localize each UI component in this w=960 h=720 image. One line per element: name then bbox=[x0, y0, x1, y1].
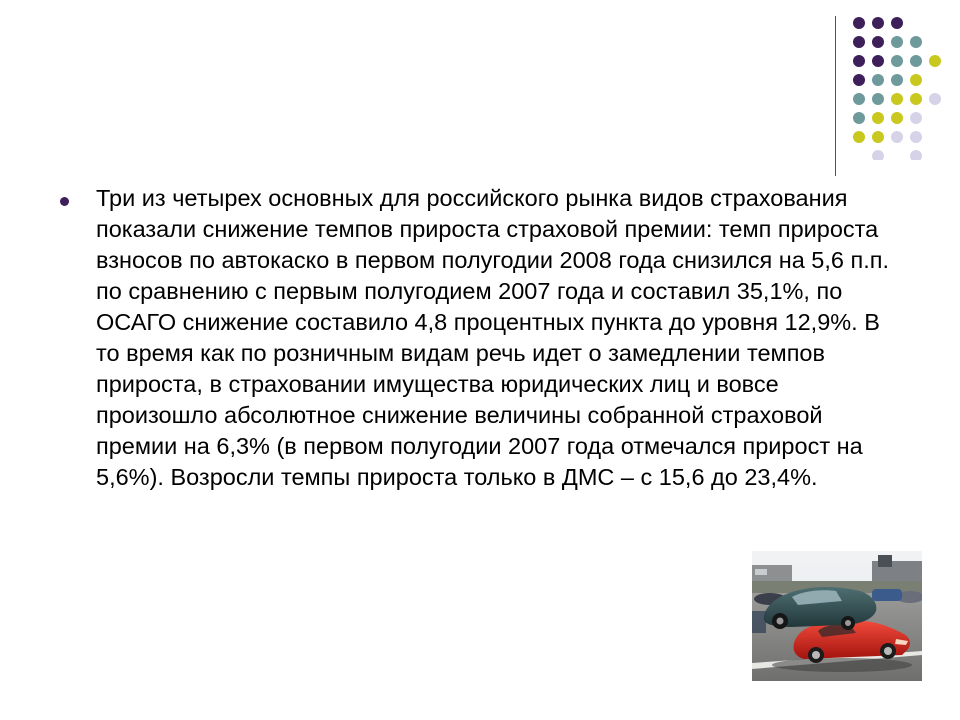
dot-purple bbox=[853, 74, 865, 86]
dot-purple bbox=[872, 36, 884, 48]
dot-teal bbox=[910, 36, 922, 48]
dot-teal bbox=[853, 93, 865, 105]
dot-lavender bbox=[910, 131, 922, 143]
dot-purple bbox=[853, 36, 865, 48]
divider-line bbox=[835, 16, 836, 176]
dot-teal bbox=[891, 74, 903, 86]
dot-purple bbox=[853, 17, 865, 29]
dot-lavender bbox=[891, 131, 903, 143]
dot-purple bbox=[872, 17, 884, 29]
dot-purple bbox=[891, 17, 903, 29]
bullet-icon bbox=[60, 197, 69, 206]
dot-lavender bbox=[929, 93, 941, 105]
dot-teal bbox=[910, 55, 922, 67]
dot-grid-icon bbox=[846, 10, 956, 160]
dot-lavender bbox=[910, 150, 922, 160]
dot-teal bbox=[872, 93, 884, 105]
dot-lime bbox=[872, 131, 884, 143]
dot-purple bbox=[853, 55, 865, 67]
dot-lime bbox=[929, 55, 941, 67]
dot-lime bbox=[910, 93, 922, 105]
dot-lavender bbox=[910, 112, 922, 124]
dot-lavender bbox=[872, 150, 884, 160]
body-paragraph: Три из четырех основных для российского рынка видов страхования показали снижение темпов прироста страховой премии: темп прироста взносов по автокаско в первом полугодии 2008 года снизился на 5,6 п.п. по сравнению с первым полугодием 2007 года и составил 35,1%, по ОСАГО снижение составило 4,8 процентных пункта до уровня 12,9%. В то время как по розничным видам речь идет о замедлении темпов прироста, в страховании имущества юридических лиц и вовсе произошло абсолютное снижение величины собранной страховой премии на 6,3% (в первом полугодии 2007 года отмечался прирост на 5,6%). Возросли темпы прироста только в ДМС – с 15,6 до 23,4%. bbox=[96, 185, 890, 490]
dot-lime bbox=[891, 112, 903, 124]
dot-lime bbox=[891, 93, 903, 105]
dot-teal bbox=[891, 55, 903, 67]
dot-purple bbox=[872, 55, 884, 67]
dot-lime bbox=[872, 112, 884, 124]
car-crash-photo bbox=[752, 551, 922, 681]
dot-lime bbox=[853, 131, 865, 143]
dot-lime bbox=[910, 74, 922, 86]
dot-teal bbox=[891, 36, 903, 48]
dot-teal bbox=[853, 112, 865, 124]
dot-teal bbox=[872, 74, 884, 86]
